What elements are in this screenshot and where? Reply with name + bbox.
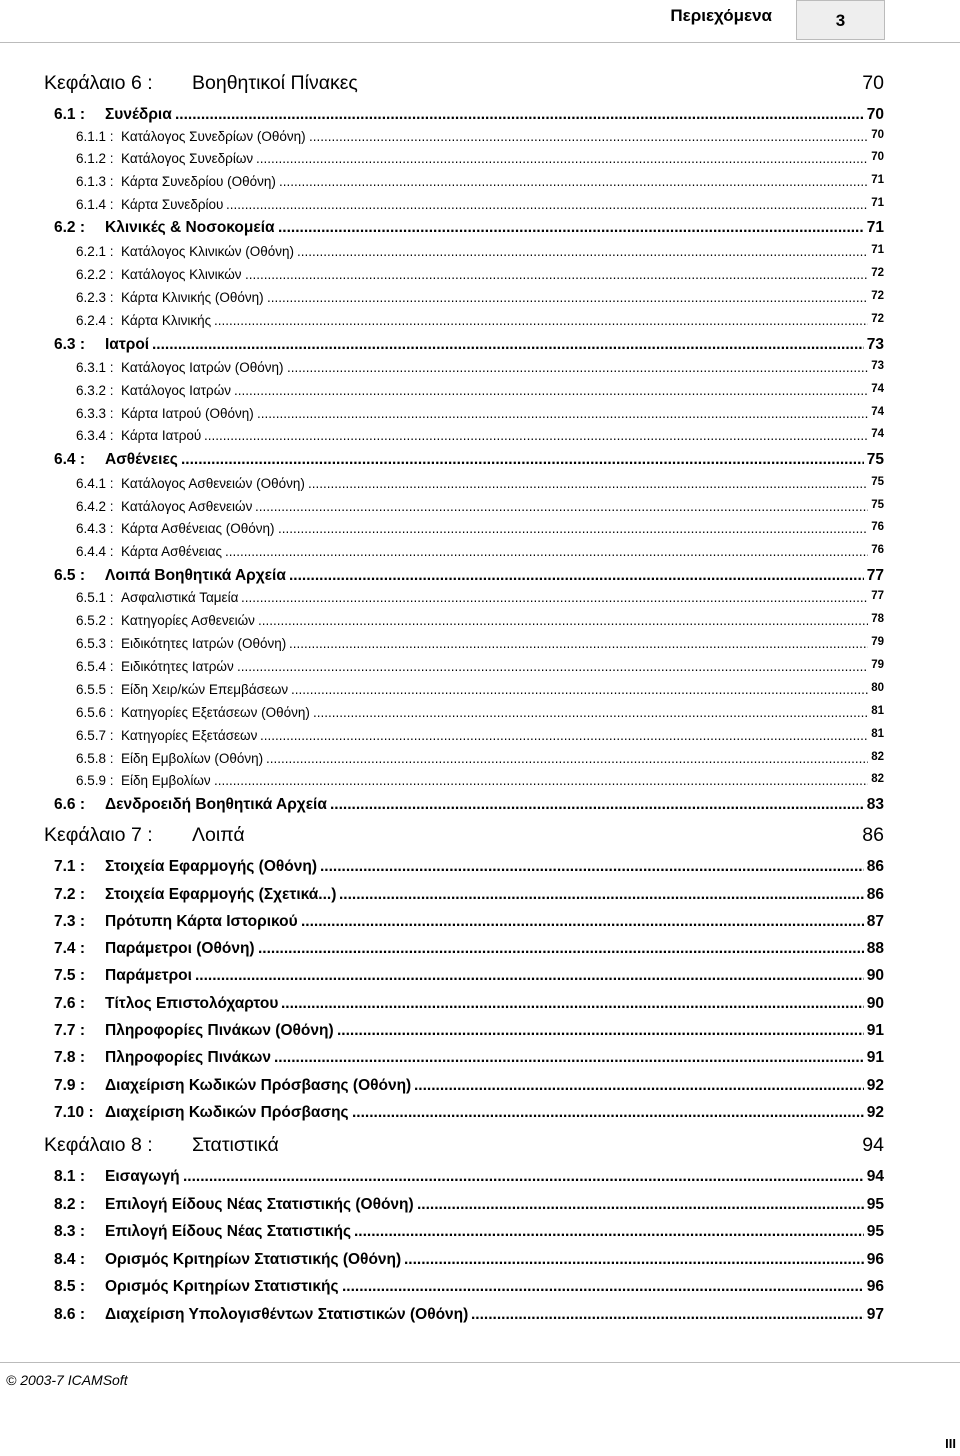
toc-subsection-row[interactable] — [0, 521, 960, 541]
toc-entry-number: 6.6 : — [54, 796, 86, 813]
toc-entry-title[interactable]: Στοιχεία Εφαρμογής (Σχετικά...) — [105, 886, 337, 903]
toc-entry-title[interactable]: Κάρτα Ιατρού (Οθόνη) — [121, 406, 254, 421]
toc-entry-title[interactable]: Διαχείριση Υπολογισθέντων Στατιστικών (Οθόνη) — [105, 1306, 469, 1323]
toc-page-number[interactable]: 95 — [866, 1223, 884, 1240]
toc-leader-dots — [195, 967, 864, 985]
toc-page-number[interactable]: 77 — [866, 567, 884, 584]
toc-leader-dots — [267, 290, 868, 305]
toc-leader-dots — [354, 1223, 864, 1241]
toc-section-row[interactable] — [0, 1306, 960, 1328]
toc-entry-number: Κεφάλαιο 6 : — [44, 72, 153, 94]
toc-section-row[interactable] — [0, 858, 960, 880]
toc-section-row[interactable] — [0, 967, 960, 989]
toc-leader-dots — [152, 336, 864, 354]
toc-leader-dots — [266, 751, 868, 766]
toc-page-number[interactable]: 96 — [866, 1278, 884, 1295]
toc-leader-dots — [181, 451, 864, 469]
page-header-number: 3 — [796, 0, 885, 40]
toc-leader-dots — [309, 129, 868, 144]
toc-leader-dots — [234, 383, 868, 398]
toc-page-number[interactable]: 90 — [866, 967, 884, 984]
toc-leader-dots — [175, 106, 864, 124]
toc-page-number[interactable]: 71 — [866, 219, 884, 236]
toc-subsection-row[interactable] — [0, 428, 960, 448]
toc-page-number[interactable]: 94 — [862, 1134, 884, 1156]
toc-entry-title[interactable]: Ιατροί — [105, 336, 150, 353]
toc-leader-dots — [255, 499, 868, 514]
toc-leader-dots — [287, 360, 868, 375]
toc-page-number[interactable]: 80 — [871, 682, 884, 694]
toc-page-number[interactable]: 97 — [866, 1306, 884, 1323]
toc-page-number[interactable]: 88 — [866, 940, 884, 957]
toc-leader-dots — [301, 913, 864, 931]
toc-leader-dots — [404, 1251, 864, 1269]
toc-entry-title[interactable]: Κάρτα Συνεδρίου — [121, 197, 224, 212]
toc-entry-title[interactable]: Επιλογή Είδους Νέας Στατιστικής (Οθόνη) — [105, 1196, 414, 1213]
toc-page-number[interactable]: 72 — [871, 290, 884, 302]
toc-subsection-row[interactable] — [0, 544, 960, 564]
toc-entry-number: 6.5.8 : — [76, 751, 114, 766]
toc-page-number[interactable]: 73 — [866, 336, 884, 353]
toc-entry-number: 6.4.4 : — [76, 544, 114, 559]
toc-entry-title[interactable]: Κατάλογος Συνεδρίων (Οθόνη) — [121, 129, 306, 144]
toc-subsection-row[interactable] — [0, 290, 960, 310]
toc-page-number[interactable]: 96 — [866, 1251, 884, 1268]
toc-entry-title[interactable]: Κάρτα Ασθένειας — [121, 544, 223, 559]
toc-entry-title[interactable]: Ορισμός Κριτηρίων Στατιστικής (Οθόνη) — [105, 1251, 402, 1268]
toc-entry-number: 6.2 : — [54, 219, 86, 236]
toc-subsection-row[interactable] — [0, 659, 960, 679]
toc-page-number[interactable]: 71 — [871, 174, 884, 186]
toc-entry-number: 8.5 : — [54, 1278, 86, 1295]
toc-entry-title[interactable]: Είδη Εμβολίων (Οθόνη) — [121, 751, 264, 766]
toc-section-row[interactable] — [0, 1049, 960, 1071]
toc-page-number[interactable]: 70 — [871, 129, 884, 141]
toc-subsection-row[interactable] — [0, 129, 960, 149]
toc-leader-dots — [342, 1278, 864, 1296]
toc-entry-number: 6.3 : — [54, 336, 86, 353]
toc-entry-number: 6.5.1 : — [76, 590, 114, 605]
toc-entry-title[interactable]: Κατηγορίες Εξετάσεων (Οθόνη) — [121, 705, 310, 720]
toc-subsection-row[interactable] — [0, 705, 960, 725]
toc-section-row[interactable] — [0, 106, 960, 128]
toc-entry-number: 7.2 : — [54, 886, 86, 903]
toc-subsection-row[interactable] — [0, 751, 960, 771]
toc-page-number[interactable]: 92 — [866, 1077, 884, 1094]
toc-entry-title[interactable]: Κατάλογος Κλινικών — [121, 267, 242, 282]
toc-entry-title[interactable]: Επιλογή Είδους Νέας Στατιστικής — [105, 1223, 352, 1240]
toc-page-number[interactable]: 91 — [866, 1049, 884, 1066]
toc-leader-dots — [308, 476, 868, 491]
toc-entry-number: 6.2.2 : — [76, 267, 114, 282]
toc-leader-dots — [330, 796, 864, 814]
toc-section-row[interactable] — [0, 1196, 960, 1218]
toc-leader-dots — [279, 174, 868, 189]
toc-leader-dots — [183, 1168, 864, 1186]
toc-page-number[interactable]: 74 — [871, 406, 884, 418]
toc-entry-title[interactable]: Κλινικές & Νοσοκομεία — [105, 219, 275, 236]
toc-subsection-row[interactable] — [0, 383, 960, 403]
toc-page-number[interactable]: 87 — [866, 913, 884, 930]
toc-leader-dots — [417, 1196, 864, 1214]
toc-page-number[interactable]: 77 — [871, 590, 884, 602]
toc-entry-number: 7.1 : — [54, 858, 86, 875]
toc-entry-title[interactable]: Διαχείριση Κωδικών Πρόσβασης (Οθόνη) — [105, 1077, 412, 1094]
toc-page-number[interactable]: 86 — [862, 824, 884, 846]
toc-entry-title[interactable]: Διαχείριση Κωδικών Πρόσβασης — [105, 1104, 349, 1121]
toc-leader-dots — [339, 886, 864, 904]
toc-chapter-row[interactable] — [0, 824, 960, 854]
toc-entry-title[interactable]: Κάρτα Ασθένειας (Οθόνη) — [121, 521, 275, 536]
toc-entry-title[interactable]: Κατάλογος Ιατρών — [121, 383, 232, 398]
toc-entry-title[interactable]: Λοιπά — [192, 824, 245, 846]
toc-leader-dots — [278, 521, 868, 536]
toc-subsection-row[interactable] — [0, 313, 960, 333]
toc-entry-number: 6.2.3 : — [76, 290, 114, 305]
toc-entry-number: 6.5.7 : — [76, 728, 114, 743]
toc-leader-dots — [241, 590, 868, 605]
toc-page-number[interactable]: 81 — [871, 728, 884, 740]
toc-entry-number: 6.3.2 : — [76, 383, 114, 398]
toc-entry-title[interactable]: Είδη Χειρ/κών Επεμβάσεων — [121, 682, 289, 697]
toc-entry-title[interactable]: Παράμετροι (Οθόνη) — [105, 940, 255, 957]
toc-entry-title[interactable]: Ειδικότητες Ιατρών — [121, 659, 234, 674]
toc-entry-number: 6.2.4 : — [76, 313, 114, 328]
page-header-title: Περιεχόμενα — [670, 6, 772, 25]
toc-subsection-row[interactable] — [0, 360, 960, 380]
toc-entry-title[interactable]: Κατηγορίες Εξετάσεων — [121, 728, 258, 743]
toc-entry-number: 6.5.4 : — [76, 659, 114, 674]
toc-entry-title[interactable]: Ασφαλιστικά Ταμεία — [121, 590, 239, 605]
toc-page-number[interactable]: 94 — [866, 1168, 884, 1185]
toc-leader-dots — [258, 613, 868, 628]
toc-entry-title[interactable]: Κάρτα Κλινικής (Οθόνη) — [121, 290, 264, 305]
toc-entry-title[interactable]: Παράμετροι — [105, 967, 192, 984]
toc-entry-title[interactable]: Κατάλογος Ασθενειών — [121, 499, 253, 514]
toc-subsection-row[interactable] — [0, 406, 960, 426]
toc-entry-number: 7.7 : — [54, 1022, 86, 1039]
toc-entry-number: 6.4.2 : — [76, 499, 114, 514]
header-divider — [0, 42, 960, 43]
toc-entry-number: 6.4.3 : — [76, 521, 114, 536]
toc-section-row[interactable] — [0, 567, 960, 589]
toc-section-row[interactable] — [0, 1077, 960, 1099]
toc-page-number[interactable]: 72 — [871, 313, 884, 325]
toc-entry-number: 6.5.9 : — [76, 773, 114, 788]
toc-page-number[interactable]: 70 — [871, 151, 884, 163]
toc-subsection-row[interactable] — [0, 151, 960, 171]
toc-entry-title[interactable]: Πληροφορίες Πινάκων (Οθόνη) — [105, 1022, 334, 1039]
toc-page-number[interactable]: 79 — [871, 659, 884, 671]
toc-page-number[interactable]: 82 — [871, 773, 884, 785]
toc-entry-title[interactable]: Κατάλογος Συνεδρίων — [121, 151, 254, 166]
toc-page-number[interactable]: 75 — [871, 476, 884, 488]
toc-entry-number: 7.10 : — [54, 1104, 94, 1121]
toc-subsection-row[interactable] — [0, 613, 960, 633]
toc-leader-dots — [337, 1022, 864, 1040]
toc-leader-dots — [257, 406, 868, 421]
toc-leader-dots — [258, 940, 864, 958]
toc-entry-number: 7.3 : — [54, 913, 86, 930]
toc-entry-title[interactable]: Τίτλος Επιστολόχαρτου — [105, 995, 279, 1012]
toc-leader-dots — [204, 428, 868, 443]
toc-leader-dots — [237, 659, 868, 674]
toc-entry-number: 6.3.1 : — [76, 360, 114, 375]
toc-page-number[interactable]: 95 — [866, 1196, 884, 1213]
toc-leader-dots — [289, 567, 864, 585]
toc-entry-title[interactable]: Δενδροειδή Βοηθητικά Αρχεία — [105, 796, 327, 813]
toc-section-row[interactable] — [0, 219, 960, 241]
footer-copyright: © 2003-7 ICAMSoft — [6, 1372, 128, 1388]
toc-entry-number: 8.2 : — [54, 1196, 86, 1213]
toc-entry-title[interactable]: Συνέδρια — [105, 106, 172, 123]
toc-page-number[interactable]: 86 — [866, 858, 884, 875]
toc-entry-title[interactable]: Ειδικότητες Ιατρών (Οθόνη) — [121, 636, 287, 651]
toc-chapter-row[interactable] — [0, 1134, 960, 1164]
toc-page-number[interactable]: 78 — [871, 613, 884, 625]
toc-subsection-row[interactable] — [0, 682, 960, 702]
toc-leader-dots — [471, 1306, 864, 1324]
toc-entry-number: 8.4 : — [54, 1251, 86, 1268]
toc-page-number[interactable]: 82 — [871, 751, 884, 763]
toc-leader-dots — [320, 858, 864, 876]
toc-entry-title[interactable]: Κατάλογος Κλινικών (Οθόνη) — [121, 244, 295, 259]
toc-subsection-row[interactable] — [0, 244, 960, 264]
toc-page-number[interactable]: 70 — [866, 106, 884, 123]
toc-section-row[interactable] — [0, 1278, 960, 1300]
toc-entry-number: 6.5 : — [54, 567, 86, 584]
toc-page-number[interactable]: 90 — [866, 995, 884, 1012]
toc-section-row[interactable] — [0, 1104, 960, 1126]
toc-page-number[interactable]: 70 — [862, 72, 884, 94]
toc-entry-title[interactable]: Ασθένειες — [105, 451, 178, 468]
toc-subsection-row[interactable] — [0, 174, 960, 194]
toc-section-row[interactable] — [0, 336, 960, 358]
toc-leader-dots — [313, 705, 868, 720]
toc-leader-dots — [274, 1049, 864, 1067]
toc-page-number[interactable]: 83 — [866, 796, 884, 813]
toc-subsection-row[interactable] — [0, 590, 960, 610]
toc-entry-number: 6.5.5 : — [76, 682, 114, 697]
toc-entry-number: 6.3.3 : — [76, 406, 114, 421]
toc-leader-dots — [291, 682, 868, 697]
toc-entry-number: 6.1.3 : — [76, 174, 114, 189]
toc-entry-number: 8.6 : — [54, 1306, 86, 1323]
toc-entry-title[interactable]: Κατηγορίες Ασθενειών — [121, 613, 255, 628]
toc-subsection-row[interactable] — [0, 773, 960, 793]
toc-entry-title[interactable]: Βοηθητικοί Πίνακες — [192, 72, 358, 94]
footer-divider — [0, 1362, 960, 1363]
toc-entry-number: 6.5.6 : — [76, 705, 114, 720]
toc-leader-dots — [226, 197, 868, 212]
toc-entry-title[interactable]: Πρότυπη Κάρτα Ιστορικού — [105, 913, 298, 930]
toc-section-row[interactable] — [0, 913, 960, 935]
toc-entry-number: 6.1 : — [54, 106, 86, 123]
toc-entry-title[interactable]: Κάρτα Συνεδρίου (Οθόνη) — [121, 174, 276, 189]
toc-entry-number: 6.5.3 : — [76, 636, 114, 651]
toc-subsection-row[interactable] — [0, 728, 960, 748]
toc-entry-number: 8.3 : — [54, 1223, 86, 1240]
toc-section-row[interactable] — [0, 1251, 960, 1273]
toc-entry-number: 7.8 : — [54, 1049, 86, 1066]
toc-subsection-row[interactable] — [0, 197, 960, 217]
toc-entry-number: 7.4 : — [54, 940, 86, 957]
toc-leader-dots — [352, 1104, 864, 1122]
toc-entry-number: 7.9 : — [54, 1077, 86, 1094]
toc-entry-title[interactable]: Ορισμός Κριτηρίων Στατιστικής — [105, 1278, 339, 1295]
toc-entry-title[interactable]: Πληροφορίες Πινάκων — [105, 1049, 272, 1066]
toc-page-number[interactable]: 75 — [866, 451, 884, 468]
toc-subsection-row[interactable] — [0, 636, 960, 656]
toc-entry-title[interactable]: Στατιστικά — [192, 1134, 279, 1156]
toc-entry-number: 6.4.1 : — [76, 476, 114, 491]
toc-leader-dots — [256, 151, 868, 166]
toc-page-number[interactable]: 74 — [871, 428, 884, 440]
toc-leader-dots — [245, 267, 868, 282]
toc-entry-number: 6.3.4 : — [76, 428, 114, 443]
toc-entry-number: 7.5 : — [54, 967, 86, 984]
toc-page-number[interactable]: 76 — [871, 544, 884, 556]
toc-entry-title[interactable]: Κατάλογος Ασθενειών (Οθόνη) — [121, 476, 305, 491]
toc-entry-number: 6.1.2 : — [76, 151, 114, 166]
toc-leader-dots — [281, 995, 864, 1013]
toc-page-number[interactable]: 79 — [871, 636, 884, 648]
toc-entry-number: 8.1 : — [54, 1168, 86, 1185]
toc-subsection-row[interactable] — [0, 499, 960, 519]
toc-page-number[interactable]: 76 — [871, 521, 884, 533]
toc-leader-dots — [214, 313, 868, 328]
toc-entry-title[interactable]: Κάρτα Ιατρού — [121, 428, 202, 443]
toc-page-number[interactable]: 71 — [871, 197, 884, 209]
toc-page-number[interactable]: 73 — [871, 360, 884, 372]
toc-section-row[interactable] — [0, 451, 960, 473]
toc-entry-number: Κεφάλαιο 8 : — [44, 1134, 153, 1156]
toc-entry-title[interactable]: Στοιχεία Εφαρμογής (Οθόνη) — [105, 858, 317, 875]
toc-page-number[interactable]: 74 — [871, 383, 884, 395]
toc-entry-number: 7.6 : — [54, 995, 86, 1012]
toc-entry-title[interactable]: Λοιπά Βοηθητικά Αρχεία — [105, 567, 286, 584]
toc-leader-dots — [225, 544, 868, 559]
toc-entry-title[interactable]: Είδη Εμβολίων — [121, 773, 211, 788]
toc-entry-number: 6.4 : — [54, 451, 86, 468]
toc-section-row[interactable] — [0, 1022, 960, 1044]
toc-entry-title[interactable]: Εισαγωγή — [105, 1168, 180, 1185]
toc-entry-number: 6.1.1 : — [76, 129, 114, 144]
toc-leader-dots — [297, 244, 868, 259]
toc-section-row[interactable] — [0, 1223, 960, 1245]
toc-entry-title[interactable]: Κάρτα Κλινικής — [121, 313, 212, 328]
toc-subsection-row[interactable] — [0, 476, 960, 496]
toc-entry-number: 6.2.1 : — [76, 244, 114, 259]
toc-page-number[interactable]: 92 — [866, 1104, 884, 1121]
toc-leader-dots — [260, 728, 868, 743]
toc-page-number[interactable]: 86 — [866, 886, 884, 903]
toc-page-number[interactable]: 91 — [866, 1022, 884, 1039]
toc-section-row[interactable] — [0, 995, 960, 1017]
toc-page-number[interactable]: 72 — [871, 267, 884, 279]
toc-page-number[interactable]: 75 — [871, 499, 884, 511]
toc-chapter-row[interactable] — [0, 72, 960, 102]
toc-leader-dots — [214, 773, 868, 788]
footer-page-number: III — [945, 1436, 956, 1451]
toc-page-number[interactable]: 81 — [871, 705, 884, 717]
toc-entry-number: Κεφάλαιο 7 : — [44, 824, 153, 846]
toc-leader-dots — [414, 1077, 864, 1095]
toc-section-row[interactable] — [0, 1168, 960, 1190]
toc-subsection-row[interactable] — [0, 267, 960, 287]
toc-section-row[interactable] — [0, 886, 960, 908]
toc-entry-number: 6.5.2 : — [76, 613, 114, 628]
toc-section-row[interactable] — [0, 940, 960, 962]
toc-entry-title[interactable]: Κατάλογος Ιατρών (Οθόνη) — [121, 360, 284, 375]
toc-leader-dots — [278, 219, 864, 237]
toc-entry-number: 6.1.4 : — [76, 197, 114, 212]
toc-section-row[interactable] — [0, 796, 960, 818]
toc-page-number[interactable]: 71 — [871, 244, 884, 256]
toc-leader-dots — [289, 636, 868, 651]
